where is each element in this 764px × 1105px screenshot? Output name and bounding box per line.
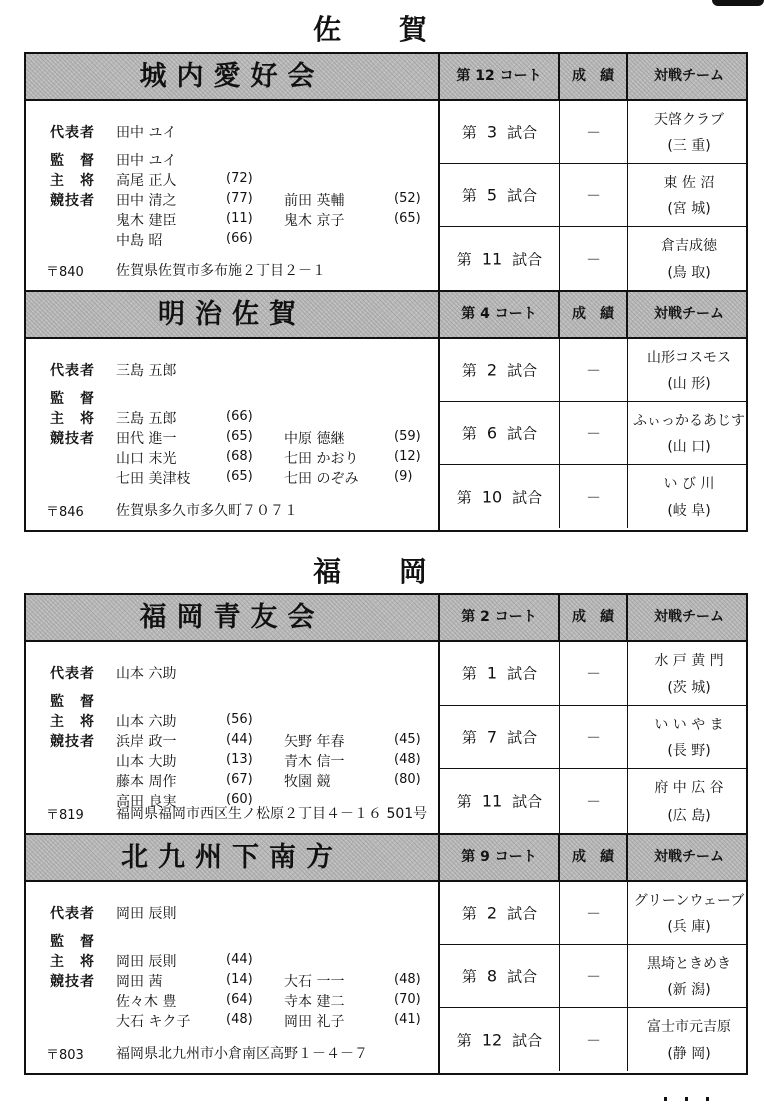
result-cell bbox=[560, 882, 628, 944]
player-age: (64) bbox=[226, 992, 253, 1007]
match-row bbox=[440, 1008, 746, 1071]
role-label-players: 競技者 bbox=[50, 431, 95, 447]
player-name: 藤本 周作 bbox=[116, 774, 177, 790]
player-name: 高田 良実 bbox=[116, 794, 177, 810]
opponent-prefecture: (宮 城) bbox=[667, 201, 711, 217]
club-header bbox=[26, 292, 438, 339]
role-label-manager: 監 督 bbox=[50, 391, 95, 407]
player-name: 山口 末光 bbox=[116, 451, 177, 467]
corner-mark bbox=[712, 0, 764, 6]
player-age: (11) bbox=[226, 211, 253, 226]
match-suffix: 試合 bbox=[507, 904, 538, 923]
address: 佐賀県多久市多久町７０７１ bbox=[116, 503, 298, 519]
player-age: (13) bbox=[226, 752, 253, 767]
match-suffix: 試合 bbox=[507, 967, 538, 986]
club-header bbox=[26, 595, 438, 642]
club-name: 福岡青友会 bbox=[139, 602, 325, 633]
player-name: 佐々木 豊 bbox=[116, 994, 177, 1010]
opponents-header: 対戦チーム bbox=[654, 68, 724, 84]
role-label-captain: 主 将 bbox=[50, 954, 95, 970]
club-name: 城内愛好会 bbox=[139, 61, 325, 92]
opponent-team: 富士市元吉原 bbox=[647, 1019, 731, 1035]
match-suffix: 試合 bbox=[512, 792, 543, 811]
match-label bbox=[440, 248, 559, 269]
opponent-prefecture: (岐 阜) bbox=[667, 503, 711, 519]
court-label: 第 2 コート bbox=[440, 595, 560, 640]
player-name: 牧園 競 bbox=[284, 774, 331, 790]
match-row bbox=[440, 642, 746, 706]
opponent-prefecture: (兵 庫) bbox=[667, 919, 711, 935]
player-name: 矢野 年春 bbox=[284, 734, 345, 750]
match-number-cell bbox=[440, 882, 560, 944]
match-number: 12 bbox=[481, 1030, 503, 1049]
match-row bbox=[440, 339, 746, 402]
player-name: 前田 英輔 bbox=[284, 193, 345, 209]
match-number-cell bbox=[440, 402, 560, 464]
results-header: 成 績 bbox=[560, 292, 628, 337]
match-table-header bbox=[440, 595, 746, 642]
representative-name: 三島 五郎 bbox=[116, 363, 177, 379]
club-block bbox=[24, 835, 748, 1075]
player-name: 七田 美津枝 bbox=[116, 471, 191, 487]
match-row bbox=[440, 164, 746, 227]
club-info bbox=[26, 595, 440, 833]
opponent-prefecture: (長 野) bbox=[667, 743, 711, 760]
match-number-cell bbox=[440, 706, 560, 769]
match-suffix: 試合 bbox=[512, 250, 543, 268]
results-header: 成 績 bbox=[560, 595, 628, 640]
opponent-cell bbox=[628, 101, 750, 163]
match-label bbox=[440, 360, 559, 381]
club-info bbox=[26, 835, 440, 1073]
role-label-rep: 代表者 bbox=[50, 363, 95, 379]
match-result: － bbox=[585, 728, 601, 747]
opponent-prefecture: (鳥 取) bbox=[667, 265, 711, 281]
match-prefix: 第 bbox=[461, 664, 477, 683]
opponent-cell bbox=[628, 402, 750, 464]
address: 福岡県福岡市西区生ノ松原２丁目４－１６ 501号 bbox=[116, 806, 428, 822]
court-label: 第 4 コート bbox=[440, 292, 560, 337]
match-result: － bbox=[585, 361, 601, 380]
match-label bbox=[440, 185, 559, 206]
captain-name: 高尾 正人 bbox=[116, 173, 177, 189]
postal-code: 〒846 bbox=[46, 505, 84, 520]
match-number: 11 bbox=[481, 791, 503, 811]
match-row bbox=[440, 101, 746, 164]
match-table-header bbox=[440, 54, 746, 101]
result-cell bbox=[560, 164, 628, 226]
player-age: (45) bbox=[394, 732, 421, 747]
role-label-players: 競技者 bbox=[50, 974, 95, 990]
match-label bbox=[440, 486, 559, 507]
result-cell bbox=[560, 465, 628, 528]
match-suffix: 試合 bbox=[507, 664, 538, 683]
match-number: 8 bbox=[486, 966, 498, 986]
role-label-players: 競技者 bbox=[50, 193, 95, 209]
match-number-cell bbox=[440, 769, 560, 833]
club-header bbox=[26, 54, 438, 101]
match-label bbox=[440, 726, 559, 747]
address: 佐賀県佐賀市多布施２丁目２－１ bbox=[116, 263, 326, 279]
representative-name: 岡田 辰則 bbox=[116, 906, 177, 922]
player-name: 大石 一一 bbox=[284, 974, 345, 990]
match-result: － bbox=[585, 250, 601, 268]
opponents-header: 対戦チーム bbox=[654, 849, 724, 865]
player-age: (65) bbox=[394, 211, 421, 226]
player-age: (65) bbox=[226, 469, 253, 484]
match-suffix: 試合 bbox=[507, 728, 538, 747]
result-cell bbox=[560, 227, 628, 290]
opponents-header: 対戦チーム bbox=[654, 609, 724, 625]
match-suffix: 試合 bbox=[507, 123, 538, 142]
match-prefix: 第 bbox=[461, 967, 477, 986]
player-age: (80) bbox=[394, 772, 421, 787]
match-label bbox=[440, 791, 559, 812]
match-result: － bbox=[585, 967, 601, 986]
opponent-prefecture: (山 口) bbox=[667, 439, 711, 455]
match-suffix: 試合 bbox=[512, 488, 543, 506]
prefecture-heading-saga: 佐 賀 bbox=[313, 13, 451, 46]
player-age: (66) bbox=[226, 231, 253, 246]
court-label: 第 9 コート bbox=[440, 835, 560, 880]
player-name: 田代 進一 bbox=[116, 431, 177, 447]
match-number-cell bbox=[440, 164, 560, 226]
match-number: 2 bbox=[486, 360, 498, 380]
player-name: 大石 キク子 bbox=[116, 1014, 191, 1030]
match-result: － bbox=[585, 488, 601, 506]
club-info bbox=[26, 54, 440, 290]
player-age: (48) bbox=[394, 972, 421, 987]
player-age: (44) bbox=[226, 732, 253, 747]
player-name: 岡田 礼子 bbox=[284, 1014, 345, 1030]
match-result: － bbox=[585, 792, 601, 811]
match-label bbox=[440, 122, 559, 143]
captain-age: (72) bbox=[226, 171, 253, 186]
player-name: 中島 昭 bbox=[116, 233, 163, 249]
opponent-prefecture: (茨 城) bbox=[667, 679, 711, 696]
match-suffix: 試合 bbox=[507, 424, 538, 443]
opponent-cell bbox=[628, 769, 750, 833]
match-table bbox=[440, 595, 746, 833]
match-number: 2 bbox=[486, 903, 498, 923]
result-cell bbox=[560, 945, 628, 1007]
match-number: 1 bbox=[486, 663, 498, 683]
club-block bbox=[24, 593, 748, 835]
match-number: 7 bbox=[486, 727, 498, 747]
player-name: 寺本 建二 bbox=[284, 994, 345, 1010]
postal-code: 〒819 bbox=[46, 808, 84, 823]
match-table-header bbox=[440, 292, 746, 339]
match-number-cell bbox=[440, 642, 560, 705]
opponent-team: ふぃっかるあじす bbox=[633, 413, 745, 429]
prefecture-heading-fukuoka: 福 岡 bbox=[313, 555, 451, 588]
court-label: 第 12 コート bbox=[440, 54, 560, 99]
opponent-team: グリーンウェーブ bbox=[633, 893, 745, 909]
captain-age: (44) bbox=[226, 952, 253, 967]
match-result: － bbox=[585, 1031, 601, 1049]
role-label-captain: 主 将 bbox=[50, 714, 95, 730]
address: 福岡県北九州市小倉南区高野１－４－７ bbox=[116, 1046, 368, 1062]
match-result: － bbox=[585, 664, 601, 683]
match-result: － bbox=[585, 123, 601, 142]
match-table bbox=[440, 835, 746, 1073]
match-number: 3 bbox=[486, 122, 498, 142]
match-result: － bbox=[585, 186, 601, 205]
match-number-cell bbox=[440, 1008, 560, 1071]
result-cell bbox=[560, 339, 628, 401]
player-age: (41) bbox=[394, 1012, 421, 1027]
match-prefix: 第 bbox=[456, 792, 472, 811]
match-row bbox=[440, 882, 746, 945]
opponent-team: 倉吉成徳 bbox=[661, 238, 717, 254]
postal-code: 〒803 bbox=[46, 1048, 84, 1063]
opponent-team: 黒埼ときめき bbox=[647, 956, 731, 972]
result-cell bbox=[560, 101, 628, 163]
result-cell bbox=[560, 402, 628, 464]
match-number-cell bbox=[440, 339, 560, 401]
match-prefix: 第 bbox=[461, 904, 477, 923]
match-table bbox=[440, 292, 746, 530]
match-row bbox=[440, 769, 746, 833]
player-age: (65) bbox=[226, 429, 253, 444]
results-header: 成 績 bbox=[560, 835, 628, 880]
player-age: (9) bbox=[394, 469, 413, 484]
match-number-cell bbox=[440, 227, 560, 290]
player-name: 浜岸 政一 bbox=[116, 734, 177, 750]
opponent-cell bbox=[628, 339, 750, 401]
bottom-mark bbox=[664, 1086, 734, 1090]
match-number: 5 bbox=[486, 185, 498, 205]
match-label bbox=[440, 966, 559, 987]
player-age: (77) bbox=[226, 191, 253, 206]
match-prefix: 第 bbox=[456, 1031, 472, 1049]
match-label bbox=[440, 1029, 559, 1050]
match-row bbox=[440, 945, 746, 1008]
role-label-manager: 監 督 bbox=[50, 934, 95, 950]
captain-name: 山本 六助 bbox=[116, 714, 177, 730]
representative-name: 田中 ユイ bbox=[116, 125, 177, 141]
player-name: 岡田 茜 bbox=[116, 974, 163, 990]
match-table bbox=[440, 54, 746, 290]
player-name: 中原 德継 bbox=[284, 431, 345, 447]
opponents-header: 対戦チーム bbox=[654, 306, 724, 322]
role-label-players: 競技者 bbox=[50, 734, 95, 750]
club-name: 北九州下南方 bbox=[121, 842, 343, 873]
captain-age: (56) bbox=[226, 712, 253, 727]
player-name: 鬼木 京子 bbox=[284, 213, 345, 229]
player-age: (14) bbox=[226, 972, 253, 987]
opponent-team: い び 川 bbox=[663, 476, 715, 492]
representative-name: 山本 六助 bbox=[116, 666, 177, 682]
results-header: 成 績 bbox=[560, 54, 628, 99]
match-result: － bbox=[585, 424, 601, 443]
role-label-rep: 代表者 bbox=[50, 906, 95, 922]
captain-name: 三島 五郎 bbox=[116, 411, 177, 427]
opponent-team: 天啓クラブ bbox=[654, 112, 724, 128]
opponent-prefecture: (静 岡) bbox=[667, 1046, 711, 1062]
match-suffix: 試合 bbox=[507, 186, 538, 205]
opponent-team: 水 戸 黄 門 bbox=[654, 653, 724, 669]
match-table-header bbox=[440, 835, 746, 882]
manager-name: 田中 ユイ bbox=[116, 153, 177, 169]
player-age: (60) bbox=[226, 792, 253, 807]
opponent-team: 山形コスモス bbox=[647, 350, 731, 366]
match-number-cell bbox=[440, 945, 560, 1007]
role-label-captain: 主 将 bbox=[50, 411, 95, 427]
player-age: (52) bbox=[394, 191, 421, 206]
opponent-cell bbox=[628, 945, 750, 1007]
match-label bbox=[440, 663, 559, 684]
match-prefix: 第 bbox=[461, 728, 477, 747]
match-suffix: 試合 bbox=[512, 1031, 543, 1049]
captain-age: (66) bbox=[226, 409, 253, 424]
player-name: 七田 のぞみ bbox=[284, 471, 359, 487]
result-cell bbox=[560, 1008, 628, 1071]
opponent-team: 府 中 広 谷 bbox=[654, 780, 724, 797]
role-label-manager: 監 督 bbox=[50, 153, 95, 169]
opponent-prefecture: (広 島) bbox=[667, 807, 711, 824]
match-number-cell bbox=[440, 101, 560, 163]
match-suffix: 試合 bbox=[507, 361, 538, 380]
player-name: 鬼木 建臣 bbox=[116, 213, 177, 229]
opponent-team: い い や ま bbox=[654, 716, 724, 733]
role-label-rep: 代表者 bbox=[50, 125, 95, 141]
match-row bbox=[440, 465, 746, 528]
player-name: 青木 信一 bbox=[284, 754, 345, 770]
opponent-team: 東 佐 沼 bbox=[663, 175, 715, 191]
result-cell bbox=[560, 642, 628, 705]
match-prefix: 第 bbox=[461, 361, 477, 380]
match-prefix: 第 bbox=[461, 424, 477, 443]
match-number: 10 bbox=[481, 487, 503, 506]
match-row bbox=[440, 706, 746, 770]
opponent-cell bbox=[628, 706, 750, 769]
match-prefix: 第 bbox=[456, 488, 472, 506]
opponent-prefecture: (三 重) bbox=[667, 138, 711, 154]
player-age: (12) bbox=[394, 449, 421, 464]
player-age: (68) bbox=[226, 449, 253, 464]
match-number: 6 bbox=[486, 423, 498, 443]
club-name: 明治佐賀 bbox=[158, 299, 306, 330]
club-block bbox=[24, 292, 748, 532]
result-cell bbox=[560, 769, 628, 833]
match-number-cell bbox=[440, 465, 560, 528]
match-prefix: 第 bbox=[456, 250, 472, 268]
player-name: 山本 大助 bbox=[116, 754, 177, 770]
opponent-cell bbox=[628, 465, 750, 528]
player-age: (59) bbox=[394, 429, 421, 444]
opponent-cell bbox=[628, 164, 750, 226]
opponent-cell bbox=[628, 642, 750, 705]
opponent-prefecture: (新 潟) bbox=[667, 982, 711, 998]
match-label bbox=[440, 903, 559, 924]
player-age: (48) bbox=[394, 752, 421, 767]
player-name: 田中 清之 bbox=[116, 193, 177, 209]
match-label bbox=[440, 423, 559, 444]
player-age: (67) bbox=[226, 772, 253, 787]
postal-code: 〒840 bbox=[46, 265, 84, 280]
match-prefix: 第 bbox=[461, 123, 477, 142]
role-label-captain: 主 将 bbox=[50, 173, 95, 189]
captain-name: 岡田 辰則 bbox=[116, 954, 177, 970]
role-label-manager: 監 督 bbox=[50, 694, 95, 710]
opponent-cell bbox=[628, 882, 750, 944]
player-name: 七田 かおり bbox=[284, 451, 359, 467]
opponent-cell bbox=[628, 1008, 750, 1071]
club-header bbox=[26, 835, 438, 882]
player-age: (70) bbox=[394, 992, 421, 1007]
player-age: (48) bbox=[226, 1012, 253, 1027]
match-prefix: 第 bbox=[461, 186, 477, 205]
match-row bbox=[440, 402, 746, 465]
role-label-rep: 代表者 bbox=[50, 666, 95, 682]
match-row bbox=[440, 227, 746, 290]
club-info bbox=[26, 292, 440, 530]
opponent-cell bbox=[628, 227, 750, 290]
match-number: 11 bbox=[481, 249, 503, 268]
match-result: － bbox=[585, 904, 601, 923]
opponent-prefecture: (山 形) bbox=[667, 376, 711, 392]
club-block bbox=[24, 52, 748, 292]
result-cell bbox=[560, 706, 628, 769]
